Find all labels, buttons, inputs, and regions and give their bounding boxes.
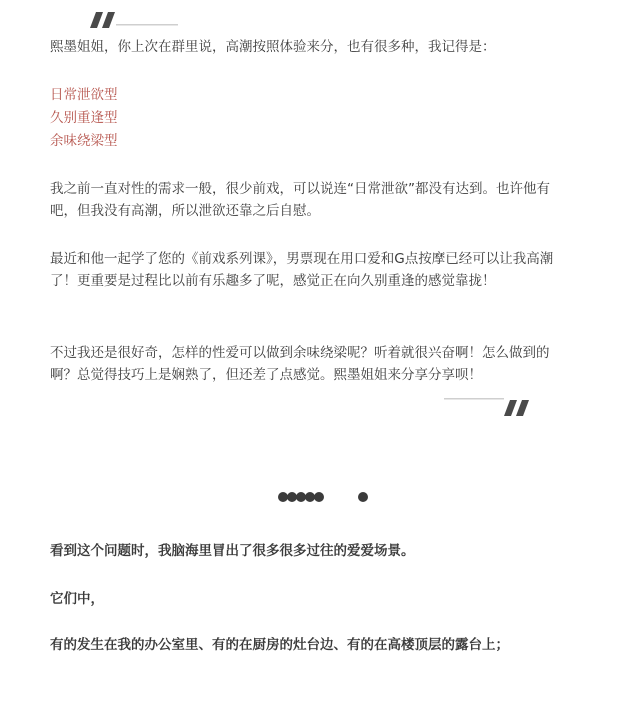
orgasm-type-2: 久别重逢型 [50, 110, 118, 126]
section-divider [278, 490, 378, 504]
body-paragraph-3: 有的发生在我的办公室里、有的在厨房的灶台边、有的在高楼顶层的露台上； [50, 637, 509, 653]
orgasm-type-3: 余味绕梁型 [50, 133, 118, 149]
body-paragraph-1: 看到这个问题时，我脑海里冒出了很多很多过往的爱爱场景。 [50, 543, 415, 559]
quote-paragraph-1: 我之前一直对性的需求一般，很少前戏，可以说连“日常泄欲”都没有达到。也许他有吧，但我没有高潮，所以泄欲还靠之后自慰。 [50, 181, 550, 219]
divider-dot [314, 492, 324, 502]
divider-dot [358, 492, 368, 502]
quote-paragraph-2: 最近和他一起学了您的《前戏系列课》，男票现在用口爱和G点按摩已经可以让我高潮了！更重要是过程比以前有乐趣多了呢，感觉正在向久别重逢的感觉靠拢！ [50, 251, 554, 289]
body-paragraph-2: 它们中， [50, 591, 104, 607]
quote-close-icon [444, 396, 530, 418]
quote-paragraph-3: 不过我还是很好奇，怎样的性爱可以做到余味绕梁呢？听着就很兴奋啊！怎么做到的啊？总觉得技巧上是娴熟了，但还差了点感觉。熙墨姐姐来分享分享呗！ [50, 345, 550, 383]
quote-open-icon [90, 8, 180, 30]
intro-paragraph: 熙墨姐姐，你上次在群里说，高潮按照体验来分，也有很多种，我记得是： [50, 39, 496, 55]
orgasm-type-1: 日常泄欲型 [50, 87, 118, 103]
